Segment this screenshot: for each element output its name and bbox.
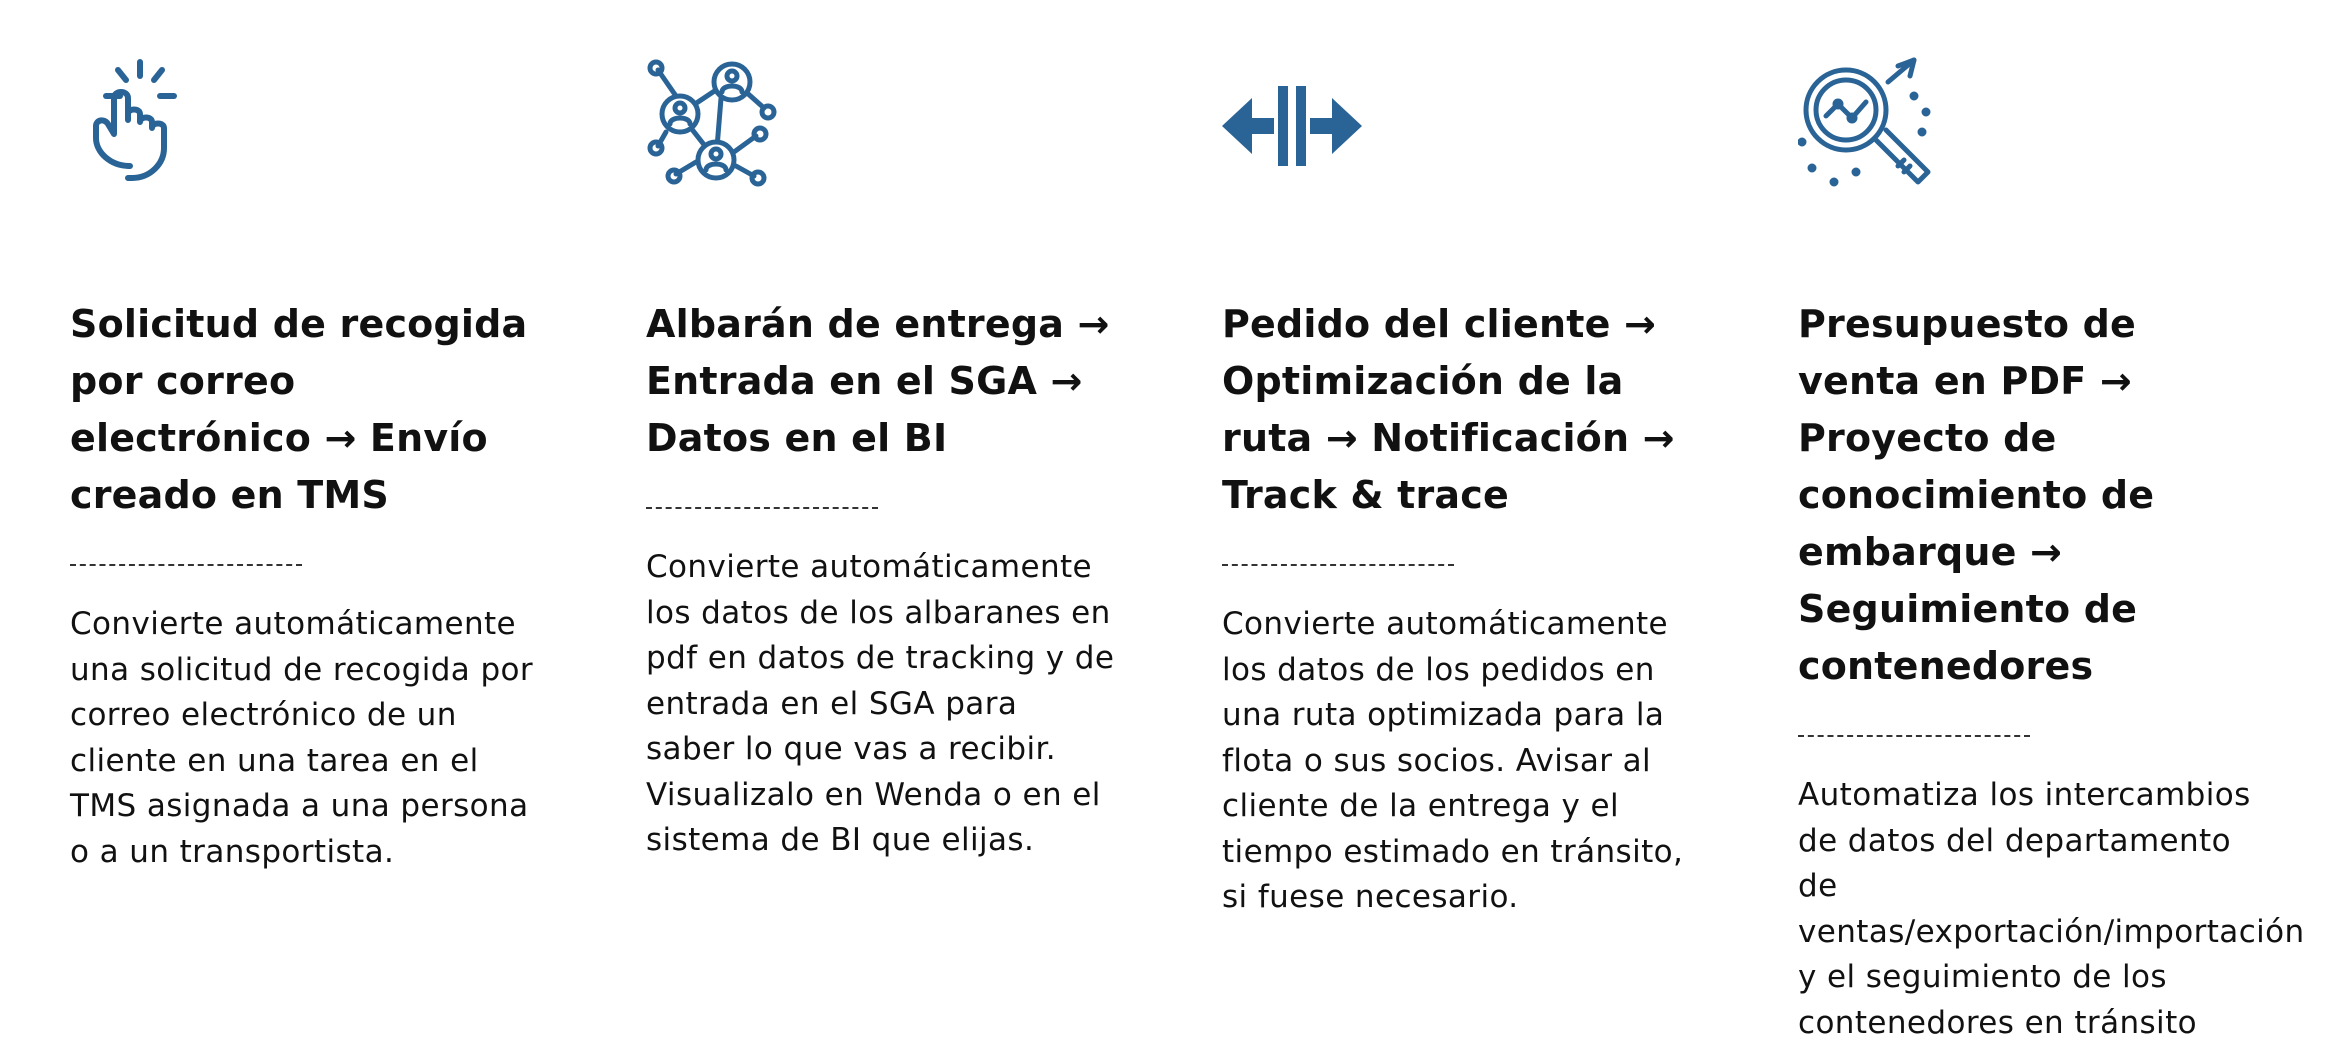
feature-card-pickup bbox=[70, 56, 540, 875]
divider bbox=[70, 564, 302, 566]
divider bbox=[1798, 735, 2030, 737]
card-description: Convierte automáticamente los datos de los pedidos en una ruta optimizada para la flota o sus socios. Avisar al cliente de la entrega y el tiempo estimado en tránsito, si fuese necesario. bbox=[1222, 606, 1684, 915]
card-description: Convierte automáticamente una solicitud de recogida por correo electrónico de un cliente en una tarea en el TMS asignada a una persona o a un transportista. bbox=[70, 606, 534, 870]
card-title: Albarán de entrega → Entrada en el SGA → Datos en el BI bbox=[646, 302, 1110, 460]
card-description: Automatiza los intercambios de datos del departamento de ventas/exportación/importación y el seguimiento de los contenedores en tránsito bbox=[1798, 777, 2305, 1041]
card-description: Convierte automáticamente los datos de los albaranes en pdf en datos de tracking y de entrada en el SGA para saber lo que vas a recibir. Visualizalo en Wenda o en el sistema de BI que elijas. bbox=[646, 549, 1115, 858]
split-arrows-icon bbox=[1222, 56, 1362, 196]
card-title: Solicitud de recogida por correo electrónico → Envío creado en TMS bbox=[70, 302, 528, 517]
feature-card-delivery-note bbox=[646, 56, 1116, 864]
people-network-icon bbox=[646, 56, 786, 196]
card-title: Presupuesto de venta en PDF → Proyecto de conocimiento de embarque → Seguimiento de contenedores bbox=[1798, 302, 2155, 688]
feature-card-sales-quote bbox=[1798, 56, 2305, 1046]
touch-hand-icon bbox=[70, 56, 210, 196]
magnifier-analytics-icon bbox=[1798, 56, 1938, 196]
divider bbox=[1222, 564, 1454, 566]
feature-card-customer-order bbox=[1222, 56, 1692, 921]
card-title: Pedido del cliente → Optimización de la ruta → Notificación → Track & trace bbox=[1222, 302, 1675, 517]
divider bbox=[646, 507, 878, 509]
